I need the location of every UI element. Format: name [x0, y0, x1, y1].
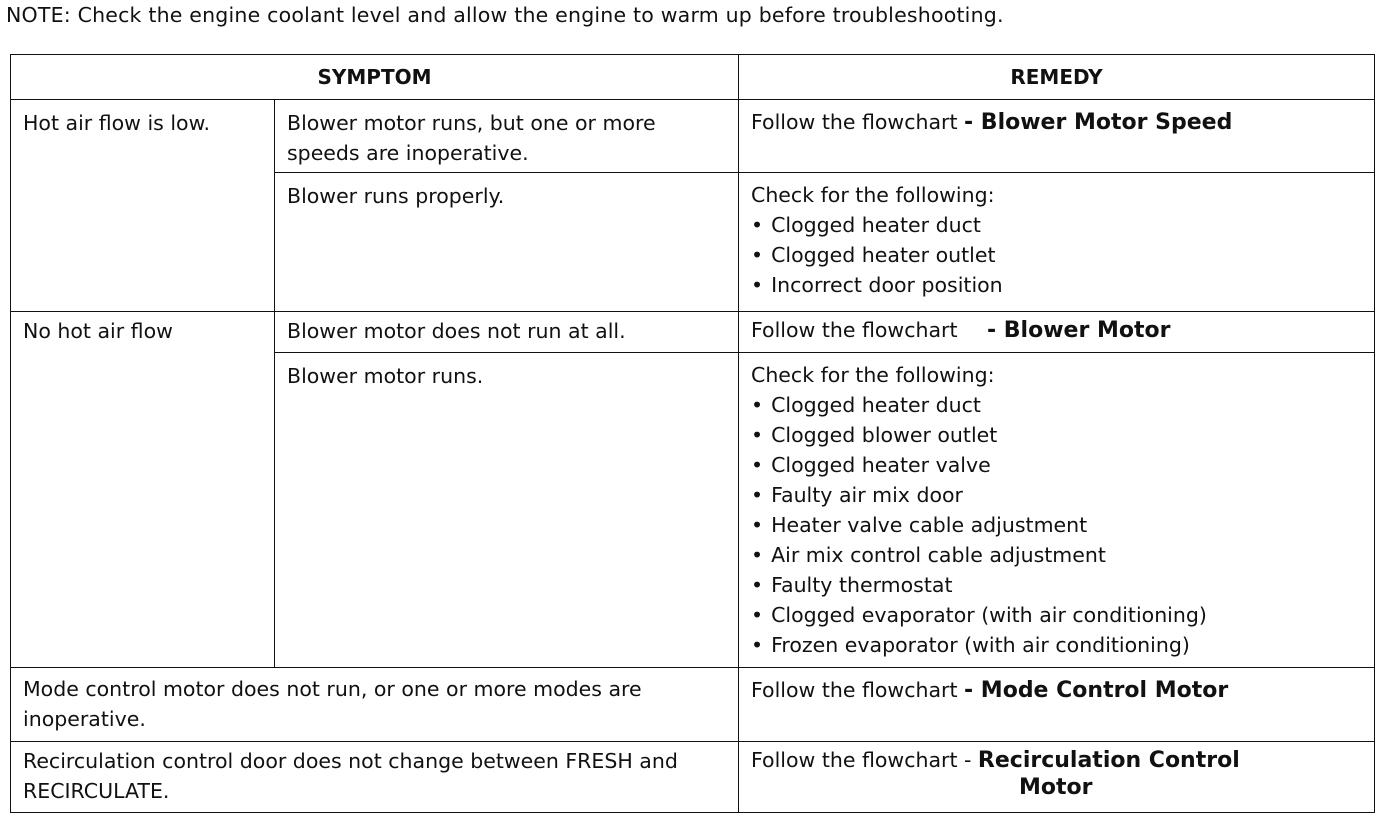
list-item: • Clogged heater valve	[751, 450, 1362, 480]
remedy-cell	[739, 173, 1375, 312]
list-item: • Clogged evaporator (with air conditioning)	[751, 600, 1362, 630]
flowchart-reference-continued: Motor	[1019, 775, 1093, 800]
list-item: • Clogged blower outlet	[751, 420, 1362, 450]
list-item: • Air mix control cable adjustment	[751, 540, 1362, 570]
condition-cell: Blower motor runs.	[275, 353, 739, 668]
condition-cell: Blower motor runs, but one or more speeds are inoperative.	[275, 100, 739, 173]
remedy-text: Follow the flowchart	[751, 678, 965, 702]
list-item: • Faulty thermostat	[751, 570, 1362, 600]
remedy-text: Follow the flowchart -	[751, 748, 978, 772]
check-list	[751, 390, 1362, 660]
check-heading: Check for the following:	[751, 363, 995, 387]
symptom-mode-control: Mode control motor does not run, or one or more modes are inoperative.	[11, 668, 739, 742]
list-item: • Incorrect door position	[751, 270, 1362, 300]
flowchart-reference: - Blower Motor	[964, 318, 1171, 343]
list-item: • Clogged heater outlet	[751, 240, 1362, 270]
remedy-cell	[739, 742, 1375, 813]
list-item: • Frozen evaporator (with air conditioning)	[751, 630, 1362, 660]
troubleshooting-note: NOTE: Check the engine coolant level and allow the engine to warm up before troubleshooting.	[6, 3, 1004, 27]
heater-troubleshooting-table	[10, 54, 1375, 813]
condition-cell: Blower runs properly.	[275, 173, 739, 312]
remedy-header: REMEDY	[739, 55, 1375, 100]
list-item: • Clogged heater duct	[751, 390, 1362, 420]
remedy-cell	[739, 100, 1375, 173]
remedy-cell	[739, 668, 1375, 742]
check-list	[751, 210, 1362, 300]
symptom-recirculation: Recirculation control door does not change between FRESH and RECIRCULATE.	[11, 742, 739, 813]
table-row	[11, 742, 1375, 813]
remedy-text: Follow the flowchart	[751, 318, 965, 342]
remedy-line	[751, 746, 1362, 775]
check-heading: Check for the following:	[751, 183, 995, 207]
list-item: • Clogged heater duct	[751, 210, 1362, 240]
remedy-text: Follow the flowchart	[751, 110, 965, 134]
flowchart-reference: Recirculation Control	[977, 748, 1240, 773]
table-header-row	[11, 55, 1375, 100]
remedy-cell	[739, 353, 1375, 668]
list-item: • Heater valve cable adjustment	[751, 510, 1362, 540]
flowchart-reference: - Blower Motor Speed	[964, 110, 1233, 135]
symptom-header: SYMPTOM	[11, 55, 739, 100]
flowchart-reference: - Mode Control Motor	[964, 678, 1229, 703]
table-row	[11, 668, 1375, 742]
symptom-hot-air-low: Hot air flow is low.	[11, 100, 275, 312]
symptom-no-hot-air: No hot air flow	[11, 312, 275, 668]
condition-cell: Blower motor does not run at all.	[275, 312, 739, 353]
table-row	[11, 100, 1375, 173]
remedy-cell	[739, 312, 1375, 353]
list-item: • Faulty air mix door	[751, 480, 1362, 510]
table-row	[11, 312, 1375, 353]
